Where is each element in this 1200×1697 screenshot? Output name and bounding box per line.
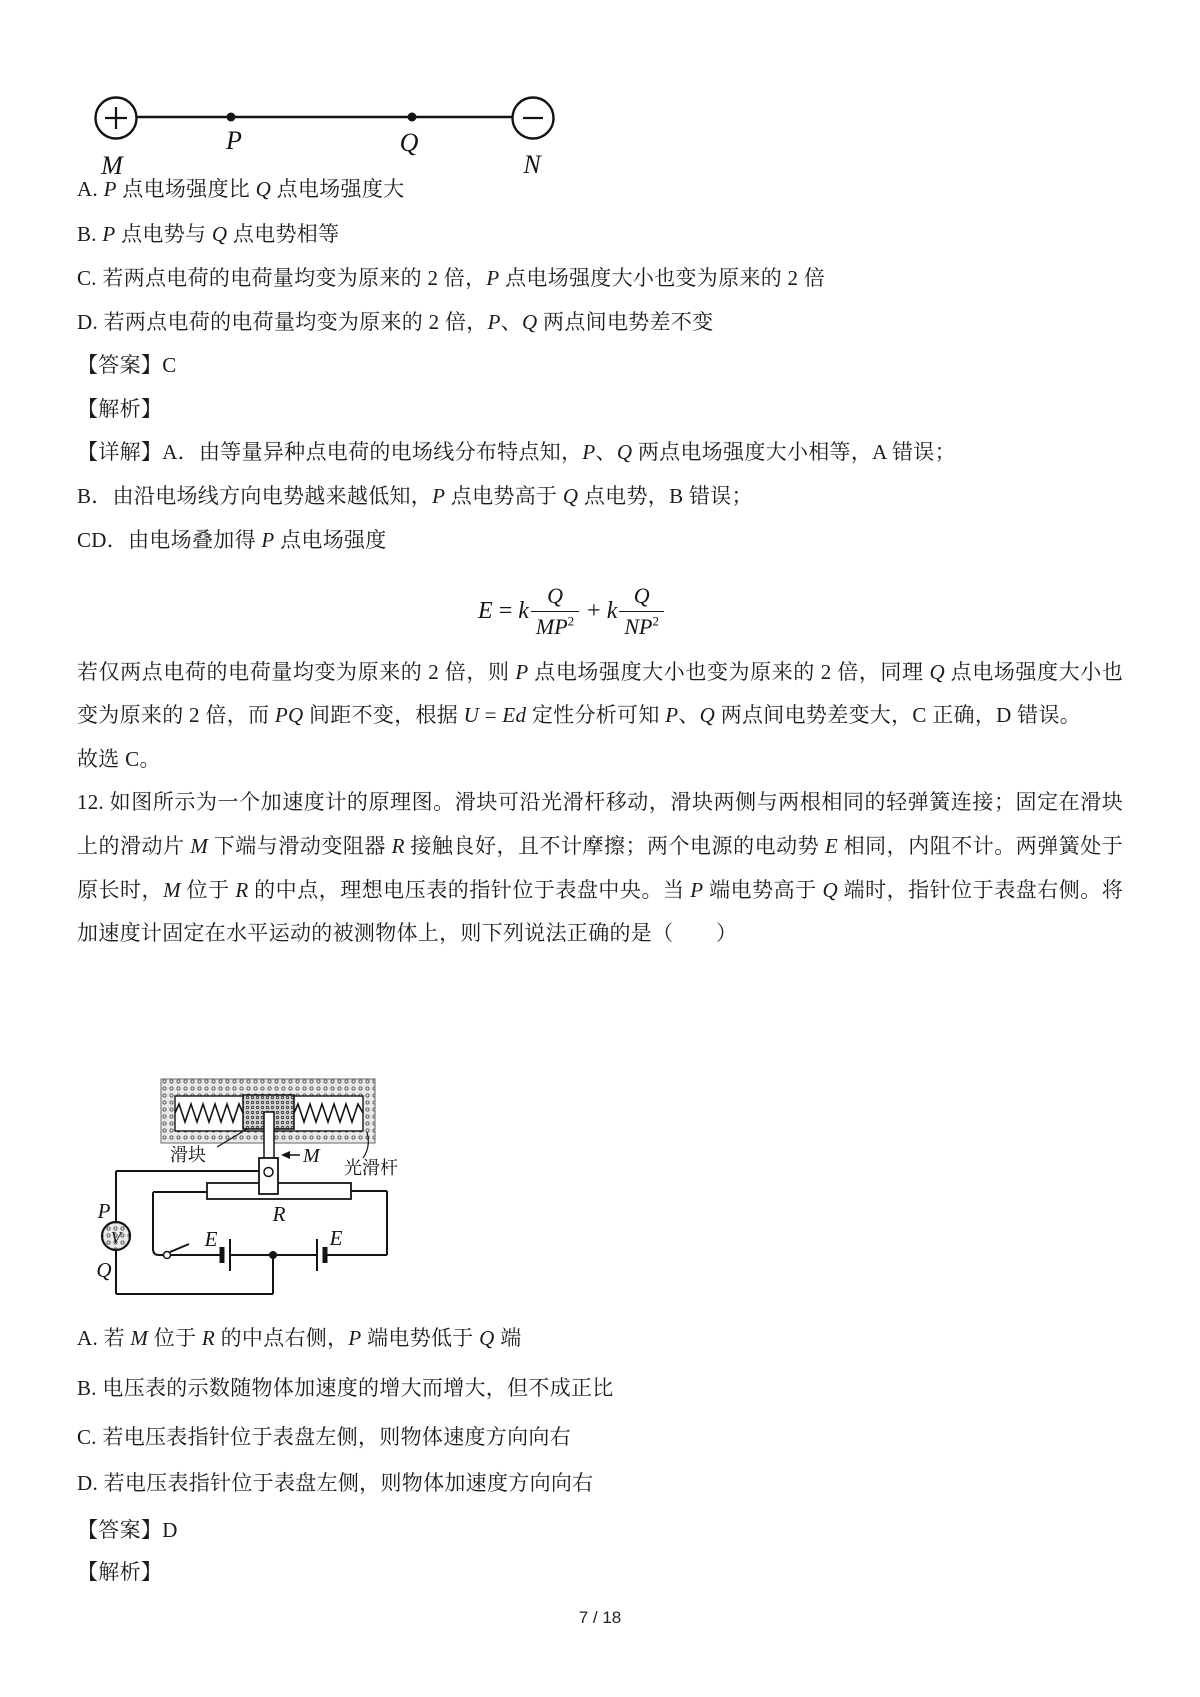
q12-intro-line-2: 上的滑动片 M 下端与滑动变阻器 R 接触良好，且不计摩擦；两个电源的电动势 E 相同，内阻不计。两弹簧处于 bbox=[77, 834, 1123, 858]
q12-option-a: A. 若 M 位于 R 的中点右侧，P 端电势低于 Q 端 bbox=[77, 1326, 522, 1350]
terminal-p-label: P bbox=[97, 1199, 111, 1223]
terminal-q-label: Q bbox=[96, 1258, 112, 1282]
emf-left-label: E bbox=[204, 1227, 218, 1251]
junction-dot bbox=[269, 1251, 277, 1259]
q11-option-d: D. 若两点电荷的电荷量均变为原来的 2 倍，P、Q 两点间电势差不变 bbox=[77, 310, 714, 334]
positive-charge-icon bbox=[96, 98, 137, 139]
field-strength-formula bbox=[478, 583, 666, 640]
switch-icon bbox=[164, 1244, 190, 1259]
negative-charge-icon bbox=[513, 98, 554, 139]
rheostat-body bbox=[207, 1183, 351, 1199]
page-number: 7 / 18 bbox=[578, 1608, 622, 1627]
q12-option-c: C. 若电压表指针位于表盘左侧，则物体速度方向向右 bbox=[77, 1425, 572, 1449]
slider-label: 滑块 bbox=[170, 1145, 206, 1165]
left-battery-icon bbox=[222, 1239, 230, 1271]
fraction-2: $\frac{Q}{NP^2}$ bbox=[619, 583, 664, 640]
voltmeter-icon bbox=[102, 1222, 130, 1250]
q12-option-d: D. 若电压表指针位于表盘左侧，则物体加速度方向向右 bbox=[77, 1471, 594, 1495]
smooth-rod-label: 光滑杆 bbox=[344, 1158, 398, 1178]
point-p-label: P bbox=[226, 126, 242, 155]
wiper-hole bbox=[264, 1168, 273, 1177]
formula-lhs: E bbox=[478, 598, 493, 624]
coulomb-constant: k bbox=[518, 598, 529, 624]
q12-analysis-heading: 【解析】 bbox=[77, 1560, 163, 1584]
point-p-dot bbox=[227, 113, 236, 122]
q11-figure bbox=[60, 75, 580, 180]
q11-conclusion: 故选 C。 bbox=[77, 747, 161, 771]
emf-right-label: E bbox=[329, 1226, 343, 1250]
q12-intro-line-3: 原长时，M 位于 R 的中点，理想电压表的指针位于表盘中央。当 P 端电势高于 Q 端时，指针位于表盘右侧。将 bbox=[77, 878, 1123, 902]
right-battery-icon bbox=[317, 1239, 325, 1271]
coulomb-constant-2: k bbox=[606, 598, 618, 624]
fraction-1: $\frac{Q}{MP^2}$ bbox=[531, 583, 579, 640]
charge-m-label: M bbox=[101, 151, 123, 180]
q11-after-formula-2: 变为原来的 2 倍，而 PQ 间距不变，根据 U = Ed 定性分析可知 P、Q 两点间电势差变大，C 正确，D 错误。 bbox=[77, 703, 1082, 727]
point-q-label: Q bbox=[399, 128, 419, 157]
wiper-m-label: M bbox=[303, 1145, 320, 1167]
charge-n-label: N bbox=[523, 150, 541, 179]
q12-circuit-figure bbox=[92, 1066, 414, 1308]
q12-answer: 【答案】D bbox=[77, 1518, 178, 1542]
voltmeter-label: V bbox=[110, 1228, 122, 1247]
q11-option-c: C. 若两点电荷的电荷量均变为原来的 2 倍，P 点电场强度大小也变为原来的 2 倍 bbox=[77, 266, 826, 290]
q12-option-b: B. 电压表的示数随物体加速度的增大而增大，但不成正比 bbox=[77, 1376, 614, 1400]
q11-option-a: A. P 点电场强度比 Q 点电场强度大 bbox=[77, 177, 405, 201]
equals-sign: = bbox=[498, 598, 513, 624]
wiper-rod bbox=[264, 1112, 274, 1162]
q11-answer: 【答案】C bbox=[77, 353, 177, 377]
plus-sign: + bbox=[587, 598, 601, 624]
q11-detail-a: 【详解】A．由等量异种点电荷的电场线分布特点知，P、Q 两点电场强度大小相等，A 错误； bbox=[77, 440, 956, 464]
m-arrow-icon bbox=[281, 1151, 300, 1159]
q11-detail-cd: CD．由电场叠加得 P 点电场强度 bbox=[77, 528, 387, 552]
q11-detail-b: B．由沿电场线方向电势越来越低知，P 点电势高于 Q 点电势，B 错误； bbox=[77, 484, 753, 508]
q12-intro-line-1: 12. 如图所示为一个加速度计的原理图。滑块可沿光滑杆移动，滑块两侧与两根相同的轻弹簧连接；固定在滑块 bbox=[77, 790, 1123, 814]
q11-analysis-heading: 【解析】 bbox=[77, 397, 163, 421]
q11-option-b: B. P 点电势与 Q 点电势相等 bbox=[77, 222, 340, 246]
rheostat-label: R bbox=[272, 1202, 286, 1226]
q12-intro-line-4: 加速度计固定在水平运动的被测物体上，则下列说法正确的是（ ） bbox=[77, 921, 738, 945]
point-q-dot bbox=[408, 113, 417, 122]
q11-after-formula-1: 若仅两点电荷的电荷量均变为原来的 2 倍，则 P 点电场强度大小也变为原来的 2 倍，同理 Q 点电场强度大小也 bbox=[77, 660, 1123, 684]
